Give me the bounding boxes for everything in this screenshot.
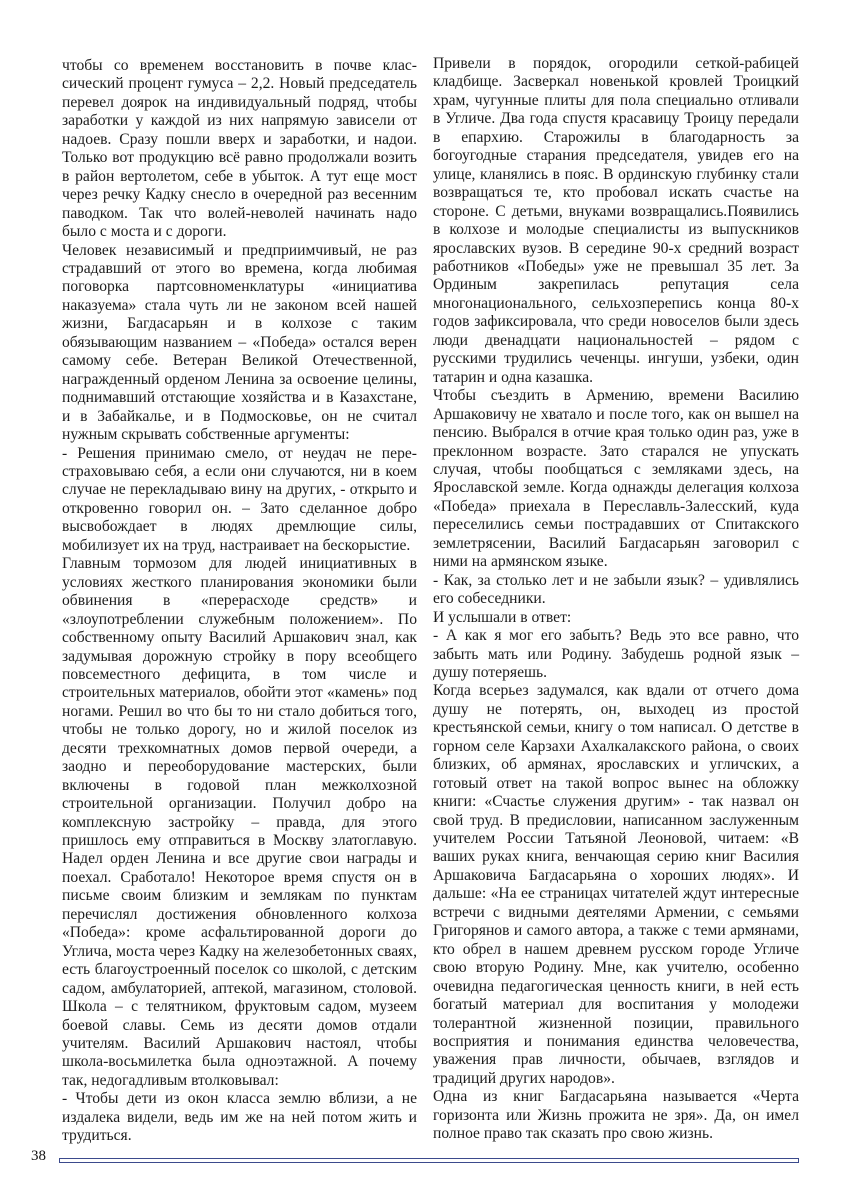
- paragraph: Когда всерьез задумался, как вдали от отчего дома душу не потерять, он, выходец из простой крестьянской семьи, книгу о том написал. О детстве в горном селе Карзахи Ахалкалакского района, о своих близких, об армянах, ярославских и угличских, а готовый ответ на такой вопрос вынес на обложку книги: «Счастье служения другим» - так назвал он свой труд. В предисловии, написанном заслуженным учителем России Татьяной Леоновой, читаем: «В ваших руках книга, венчающая серию книг Василия Аршаковича Багдасарьяна о хороших людях». И дальше: «На ее страницах читателей ждут интересные встречи с видными деятелями Армении, с семьями Григорянов и самого автора, а также с теми армянами, кто обрел в нашем древнем русском городе Угличе свою вторую Родину. Мне, как учителю, особенно очевидна педагогическая ценность книги, в ней есть богатый материал для воспитания у молодежи толерантной жизненной позиции, правильного восприятия и понимания единства человечества, уважения прав личности, обычаев, взглядов и традиций других народов».: [433, 682, 799, 1087]
- paragraph-quote: - А как я мог его забыть? Ведь это все равно, что забыть мать или Родину. Забудешь родной язык – душу потеряешь.: [433, 627, 799, 681]
- left-text-column: [62, 57, 417, 1146]
- paragraph: Главным тормозом для людей инициативных в условиях жесткого планирования экономики были обвинения в «перерасходе средств» и «злоупотреблении служебным положением». По собственному опыту Василий Аршакович знал, как задумывая дорожную стройку в пору всеобщего повсеместного дефицита, в том числе и строительных материалов, обойти этот «камень» под ногами. Решил во что бы то ни стало добиться того, чтобы не только дорогу, но и жилой поселок из десяти трехкомнатных домов первой очереди, а заодно и переоборудование мастерских, были включены в годовой план межколхозной строительной организации. Получил добро на комплексную застройку – правда, для этого пришлось ему отправиться в Москву златоглавую. Надел орден Ленина и все другие свои награды и поехал. Сработало! Некоторое время спустя он в письме своим близким и землякам по пунктам перечислял достижения обновленного колхоза «Победа»: кроме асфальтированной дороги до Углича, моста через Кадку на железобетонных сваях, есть благоустроенный поселок со школой, с детским садом, амбулаторией, аптекой, магазином, столовой. Школа – с телятником, фруктовым садом, музеем боевой славы. Семь из десяти домов отдали учителям. Василий Аршакович настоял, чтобы школа-восьмилетка была одноэтажной. А почему так, недогадливым втолковывал:: [62, 555, 417, 1089]
- paragraph-quote: - Как, за столько лет и не забыли язык? – удивлялись его собеседники.: [433, 571, 799, 608]
- paragraph: чтобы со временем восстановить в почве классический процент гумуса – 2,2. Новый председатель перевел доярок на индивидуальный подряд, чтобы заработки у каждой из них напрямую зависели от надоев. Сразу пошли вверх и заработки, и надои. Только вот продукцию всё равно продолжали возить в район вертолетом, себе в убыток. А тут еще мост через речку Кадку снесло в очередной раз весенним паводком. Так что волей-неволей начинать надо было с моста и с дороги.: [62, 57, 417, 241]
- paragraph: Одна из книг Багдасарьяна называется «Черта горизонта или Жизнь прожита не зря». Да, он имел полное право так сказать про свою жизнь.: [433, 1088, 799, 1143]
- paragraph: И услышали в ответ:: [433, 608, 572, 626]
- footer-rule: [59, 1158, 799, 1163]
- right-text-column: [433, 55, 799, 1144]
- paragraph: Человек независимый и предприимчивый, не раз страдавший от этого во времена, когда любимая поговорка партсовноменклатуры «инициатива наказуема» стала чуть ли не законом всей нашей жизни, Багдасарьян и в колхозе с таким обязывающим названием – «Победа» остался верен самому себе. Ветеран Великой Отечественной, награжденный орденом Ленина за освоение целины, поднимавший отстающие хозяйства и в Казахстане, и в Забайкалье, и в Подмосковье, он не считал нужным скрывать собственные аргументы:: [62, 241, 417, 444]
- paragraph: Привели в порядок, огородили сеткой-рабицей кладбище. Засверкал новенькой кровлей Троицкий храм, чугунные плиты для пола специально отливали в Угличе. Два года спустя красавицу Троицу передали в епархию. Старожилы в благодарность за богоугодные старания председателя, увидев его на улице, кланялись в пояс. В ординскую глубинку стали возвращаться те, кто пробовал искать счастье на стороне. С детьми, внуками возвращались.Появились в колхозе и молодые специалисты из выпускников ярославских вузов. В середине 90-х средний возраст работников «Победы» уже не превышал 35 лет. За Ординым закрепилась репутация села многонационального, сельхозперепись конца 80-х годов зафиксировала, что среди новоселов были здесь люди двенадцати национальностей – рядом с русскими трудились чеченцы. ингуши, узбеки, один татарин и одна казашка.: [433, 55, 799, 386]
- paragraph-quote: - Решения принимаю смело, от неудач не перестраховываю себя, а если они случаются, ни в коем случае не перекладываю вину на других, - открыто и откровенно говорил он. – Зато сделанное добро высвобождает в людях дремлющие силы, мобилизует их на труд, настраивает на бескорыстие.: [62, 444, 417, 554]
- paragraph-quote: - Чтобы дети из окон класса землю вблизи, а не издалека видели, ведь им же на ней потом жить и трудиться.: [62, 1090, 417, 1145]
- paragraph: Чтобы съездить в Армению, времени Василию Аршаковичу не хватало и после того, как он вышел на пенсию. Выбрался в отчие края только один раз, уже в преклонном возрасте. Зато старался не упускать случая, чтобы пообщаться с земляками здесь, на Ярославской земле. Когда однажды делегация колхоза «Победа» приехала в Переславль-Залесский, куда переселились семьи пострадавших от Спитакского землетрясении, Василий Багдасарьян заговорил с ними на армянском языке.: [433, 387, 799, 571]
- page-number: 38: [31, 1148, 46, 1164]
